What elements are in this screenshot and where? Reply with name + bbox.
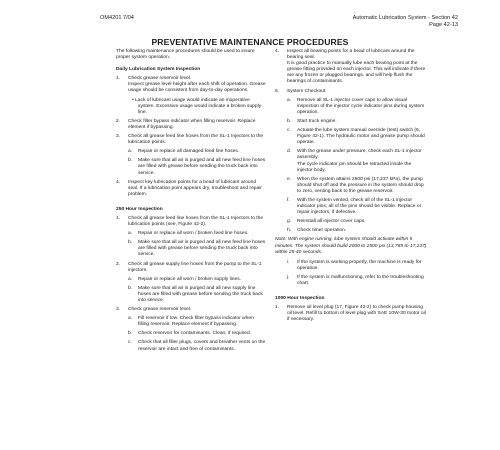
- page-title: PREVENTATIVE MAINTENANCE PROCEDURES: [151, 37, 349, 47]
- item-letter: j.: [287, 274, 290, 280]
- left-column: [116, 49, 266, 356]
- item-number: 5.: [275, 88, 280, 94]
- 250-item-5d: [275, 149, 427, 173]
- 250-item-5e: [275, 177, 427, 195]
- daily-item-3a: [116, 149, 266, 155]
- right-column: [275, 49, 427, 326]
- item-text: Repair or replace all worn / broken supply lines.: [138, 276, 242, 282]
- item-text: Actuate the lube system manual override (test) switch (6, Figure 42-1). The hydraulic motor and grease pump should operate.: [297, 128, 425, 146]
- header-right: [353, 15, 458, 29]
- item-letter: a.: [128, 149, 133, 155]
- item-text: Repair or replace all worn / broken feed line hoses.: [138, 231, 249, 237]
- daily-item-3b: [116, 158, 266, 176]
- item-letter: a.: [128, 231, 133, 237]
- 250-item-1b: [116, 240, 266, 258]
- daily-item-3: [116, 134, 266, 146]
- 250-item-5h: [275, 228, 427, 234]
- item-letter: a.: [287, 97, 292, 103]
- 250-item-3: [116, 307, 266, 313]
- daily-item-4: [116, 180, 266, 198]
- item-number: 3.: [116, 307, 121, 313]
- item-text: Check grease reservoir level.: [128, 307, 192, 313]
- item-number: 1.: [275, 305, 280, 311]
- item-text: Check timer operation.: [297, 228, 347, 234]
- item-letter: g.: [287, 219, 292, 225]
- daily-item-2: [116, 119, 266, 131]
- item-letter: f.: [287, 197, 290, 203]
- item-number: 4.: [275, 49, 280, 54]
- 250-item-2a: [116, 277, 266, 283]
- item-text: Check reservoir for contaminants. Clean, if required.: [138, 331, 252, 337]
- item-text: Inspect all bearing points for a bead of lubricant around the bearing seal.: [287, 49, 415, 61]
- 250-item-5i: [275, 260, 427, 272]
- item-number: 1.: [116, 76, 121, 82]
- item-text: Make sure that all air is purged and all new supply line hoses are filled with grease before sending the truck back into service.: [138, 285, 263, 303]
- item-letter: b.: [128, 331, 133, 337]
- item-text: If the system is malfunctioning, refer to the troubleshooting chart.: [297, 274, 424, 286]
- 250-item-5j: [275, 275, 427, 287]
- item-number: 4.: [116, 179, 121, 185]
- intro-paragraph: The following maintenance procedures should be used to insure proper system operation.: [116, 49, 255, 61]
- 250-item-5c: [275, 128, 427, 146]
- item-text: Remove all SL-1 injector cover caps to allow visual inspection of the injector cycle indicator pins during system operation.: [297, 97, 425, 115]
- item-letter: h.: [287, 228, 292, 234]
- 250-item-5b: [275, 119, 427, 125]
- item-text: Make sure that all air is purged and all new feed line hoses are filled with grease before sending the truck back into service.: [138, 158, 266, 176]
- header-section-title: Automatic Lubrication System - Section 42: [352, 15, 458, 21]
- item-text: Check all grease supply line hoses from the pump to the SL-1 injectors.: [128, 261, 262, 273]
- item-letter: a.: [128, 276, 133, 282]
- item-number: 2.: [116, 118, 121, 124]
- 250-item-3a: [116, 316, 266, 328]
- item-letter: d.: [287, 149, 292, 155]
- item-text: Start truck engine.: [297, 118, 337, 124]
- item-number: 3.: [116, 134, 121, 140]
- daily-inspection-heading: Daily Lubrication System Inspection: [116, 67, 201, 73]
- item-letter: c.: [128, 340, 132, 346]
- 250-item-1: [116, 216, 266, 228]
- 250-item-3b: [116, 331, 266, 337]
- item-text: If the system is working properly, the machine is ready for operation.: [297, 259, 422, 271]
- item-text: Remove oil level plug (17, Figure 42-2) to check pump housing oil level. Refill to bottom of level plug with SAE 10W-30 motor oil if necessary.: [287, 305, 426, 323]
- daily-item-1: [116, 76, 266, 94]
- 250-item-4: [275, 49, 427, 86]
- item-letter: i.: [287, 259, 290, 265]
- item-letter: b.: [128, 285, 133, 291]
- item-text: With the system vented, check all of the SL-1 injector indicator pins; all of the pins should be visible. Replace or repair injectors, if defective.: [297, 197, 422, 216]
- 250-item-2: [116, 262, 266, 274]
- item-letter: b.: [287, 118, 292, 124]
- item-text: Repair or replace all damaged feed line hoses.: [138, 149, 240, 155]
- item-letter: a.: [128, 316, 133, 322]
- item-text: With the grease under pressure, check each SL-1 injector assembly.: [297, 149, 422, 161]
- item-text: Reinstall all injector cover caps.: [297, 219, 366, 225]
- header-left: OM4201 7/04: [100, 15, 134, 21]
- 1000-item-1: [275, 305, 427, 323]
- item-subtext: Inspect grease level height after each shift of operation. Grease usage should be consistent from day-to-day operations.: [128, 82, 266, 94]
- timer-note: Note: With engine running, lube system should activate within 5 minutes. The system should build 2000 to 2500 psi (13,789 to 17,237) within 25-40 seconds.: [275, 237, 427, 255]
- header-page-number: Page 42-13: [429, 22, 458, 28]
- item-text: Fill reservoir if low. Check filter bypass indicator when filling reservoir. Replace element if bypassing.: [138, 316, 254, 328]
- item-text: When the system attains 2500 psi (17,237 kPa), the pump should shut off and the pressure in the system should drop to zero, venting back to the grease reservoir.: [297, 176, 424, 194]
- item-text: Check all grease feed line hoses from the SL-1 Injectors to the lubrication points (see, Figure 42-2).: [128, 215, 264, 228]
- item-subtext: The cycle indicator pin should be retracted inside the injector body.: [297, 161, 412, 173]
- item-number: 2.: [116, 261, 121, 267]
- item-letter: b.: [128, 240, 133, 246]
- item-text: System Checkout: [287, 88, 326, 94]
- item-letter: e.: [287, 176, 292, 182]
- item-number: 1.: [116, 215, 121, 221]
- 250-item-3c: [116, 340, 266, 352]
- item-letter: c.: [287, 128, 291, 134]
- item-text: Make sure that all air is purged and all new feed line hoses are filled with grease before sending the truck back into service.: [138, 240, 266, 258]
- item-text: Check that all filler plugs, covers and breather vents on the reservoir are intact and free of contaminants.: [138, 340, 266, 352]
- 250-item-5g: [275, 219, 427, 225]
- 250-hour-heading: 250 Hour Inspection: [116, 206, 163, 212]
- 250-item-5: [275, 89, 427, 95]
- item-letter: b.: [128, 158, 133, 164]
- 250-item-5f: [275, 198, 427, 216]
- daily-bullet: • Lack of lubricant usage would indicate an inoperative system. Excessive usage would indicate a broken supply line.: [132, 97, 262, 115]
- item-text: Check filter bypass indicator when filling reservoir. Replace element if bypassing.: [128, 118, 256, 130]
- 250-item-5a: [275, 98, 427, 116]
- item-text: Check all grease feed line hoses from the SL-1 Injectors to the lubrication points.: [128, 134, 264, 146]
- item-subtext: It is good practice to manually lube each bearing point at the grease fitting provided on each injector. This will indicate if there are any frozen or plugged bearings, and will help flush the bearings of contaminants.: [287, 61, 426, 85]
- item-text: Check grease reservoir level.: [128, 76, 192, 82]
- item-text: Inspect key lubrication points for a bead of lubricant around seal. If a lubrication point appears dry, troubleshoot and repair problem.: [128, 179, 262, 197]
- 1000-hour-heading: 1000 Hour Inspection: [275, 296, 325, 302]
- 250-item-2b: [116, 286, 266, 304]
- 250-item-1a: [116, 231, 266, 237]
